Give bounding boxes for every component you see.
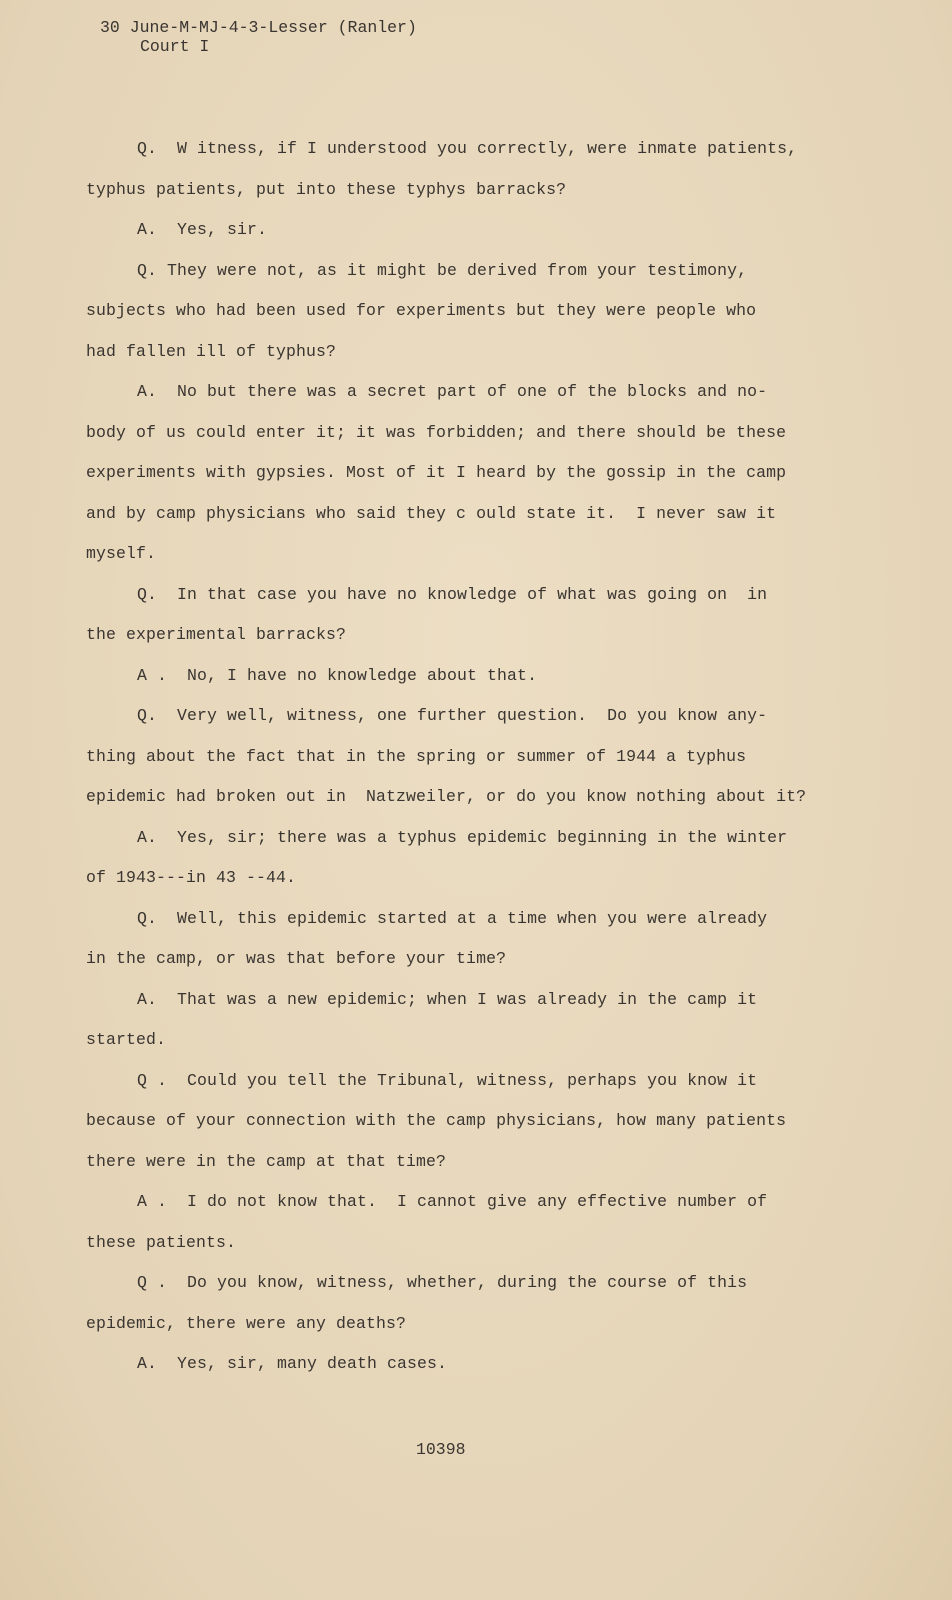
transcript-line: had fallen ill of typhus? bbox=[86, 341, 337, 361]
transcript-line: experiments with gypsies. Most of it I heard by the gossip in the camp bbox=[86, 463, 787, 482]
transcript-line: because of your connection with the camp physicians, how many patients bbox=[86, 1111, 787, 1130]
transcript-line: A. Yes, sir; there was a typhus epidemic beginning in the winter bbox=[137, 827, 788, 847]
transcript-line: A . I do not know that. I cannot give any effective number of bbox=[137, 1192, 768, 1211]
transcript-line: the experimental barracks? bbox=[86, 625, 347, 644]
transcript-line: thing about the fact that in the spring or summer of 1944 a typhus bbox=[86, 746, 747, 766]
transcript-line: Q. They were not, as it might be derived from your testimony, bbox=[137, 260, 748, 280]
transcript-line: Q. In that case you have no knowledge of what was going on in bbox=[137, 584, 768, 604]
transcript-line: body of us could enter it; it was forbidden; and there should be these bbox=[86, 422, 787, 442]
document-header-reference: 30 June-M-MJ-4-3-Lesser (Ranler) bbox=[100, 18, 417, 37]
transcript-line: subjects who had been used for experiments but they were people who bbox=[86, 301, 757, 320]
transcript-line: epidemic, there were any deaths? bbox=[86, 1313, 407, 1333]
transcript-line: epidemic had broken out in Natzweiler, or do you know nothing about it? bbox=[86, 787, 807, 806]
transcript-line: A. That was a new epidemic; when I was already in the camp it bbox=[137, 989, 758, 1009]
transcript-line: Q . Do you know, witness, whether, during the course of this bbox=[137, 1273, 748, 1292]
transcript-line: A. No but there was a secret part of one of the blocks and no- bbox=[137, 382, 768, 401]
transcript-line: Q. Well, this epidemic started at a time when you were already bbox=[137, 908, 768, 928]
document-header-court: Court I bbox=[140, 37, 210, 56]
transcript-line: A. Yes, sir. bbox=[137, 220, 268, 239]
page-number: 10398 bbox=[416, 1440, 466, 1459]
transcript-line: Q. W itness, if I understood you correctly, were inmate patients, bbox=[137, 139, 798, 158]
transcript-line: these patients. bbox=[86, 1232, 237, 1252]
transcript-line: started. bbox=[86, 1030, 167, 1049]
transcript-line: A. Yes, sir, many death cases. bbox=[137, 1354, 448, 1373]
transcript-line: typhus patients, put into these typhys barracks? bbox=[86, 179, 567, 199]
transcript-line: and by camp physicians who said they c ould state it. I never saw it bbox=[86, 503, 777, 523]
transcript-line: there were in the camp at that time? bbox=[86, 1151, 447, 1171]
transcript-line: Q. Very well, witness, one further question. Do you know any- bbox=[137, 706, 768, 725]
transcript-line: in the camp, or was that before your time? bbox=[86, 949, 507, 968]
transcript-line: myself. bbox=[86, 544, 157, 563]
transcript-line: Q . Could you tell the Tribunal, witness, perhaps you know it bbox=[137, 1070, 758, 1090]
transcript-line: A . No, I have no knowledge about that. bbox=[137, 665, 538, 685]
transcript-line: of 1943---in 43 --44. bbox=[86, 868, 297, 887]
